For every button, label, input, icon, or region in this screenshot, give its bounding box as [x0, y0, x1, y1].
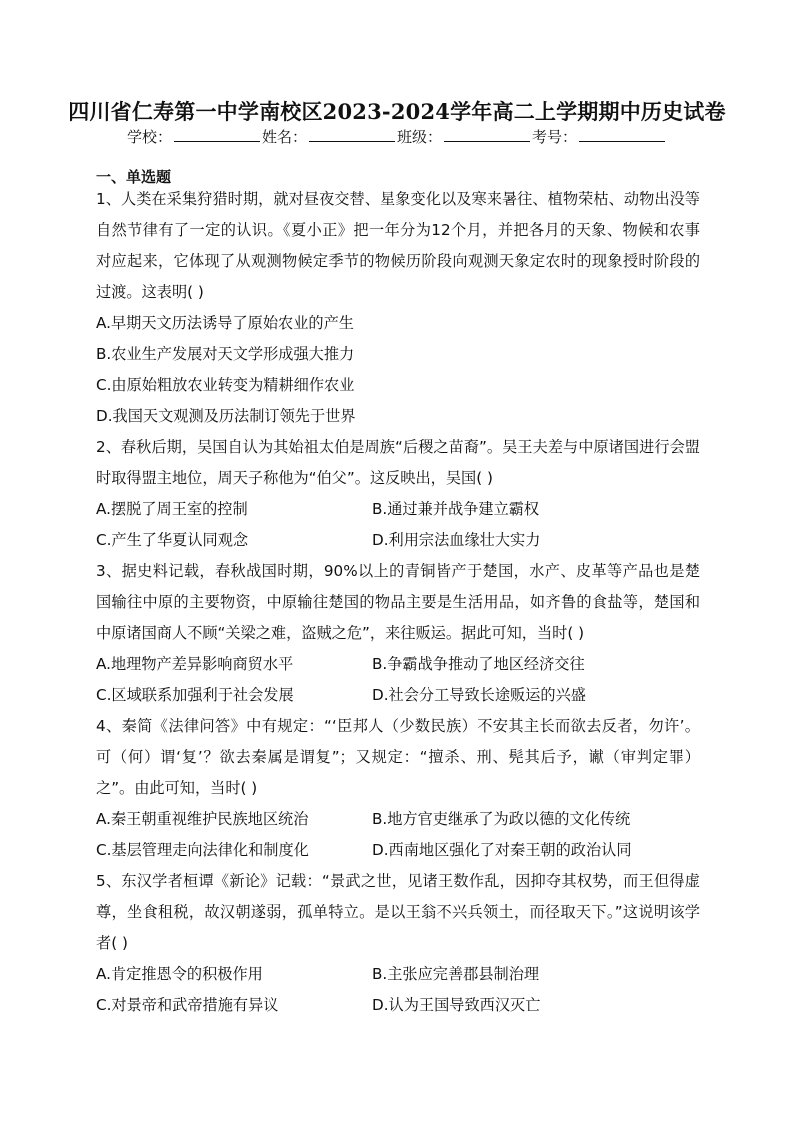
q1-option-a: A.早期天文历法诱导了原始农业的产生: [96, 314, 354, 332]
question-5: 5、东汉学者桓谭《新论》记载：“景武之世，见诸王数作乱，因抑夺其权势，而王但得虚尊，坐食租税，故汉朝遂弱，孤单特立。是以王翁不兴兵领土，而径取天下。”这说明该学者( ): [96, 872, 700, 952]
question-1: 1、人类在采集狩猎时期，就对昼夜交替、星象变化以及寒来暑往、植物荣枯、动物出没等自然节律有了一定的认识。《夏小正》把一年分为12个月，并把各月的天象、物候和农事对应起来，它体现了从观测物候定季节的物候历阶段向观测天象定农时的现象授时阶段的过渡。这表明( ): [96, 190, 700, 301]
q3-options-row-1: [96, 649, 700, 680]
q3-option-d: D.社会分工导致长途贩运的兴盛: [372, 686, 586, 704]
q5-option-b: B.主张应完善郡县制治理: [372, 965, 540, 983]
school-label: 学校：: [126, 128, 172, 146]
q1-option-b: B.农业生产发展对天文学形成强大推力: [96, 345, 355, 363]
q5-options-row-1: [96, 959, 700, 990]
q4-option-b: B.地方官吏继承了为政以德的文化传统: [372, 810, 631, 828]
q5-option-d: D.认为王国导致西汉灭亡: [372, 996, 541, 1014]
q2-option-c: C.产生了华夏认同观念: [96, 531, 249, 549]
q5-options-row-2: [96, 990, 700, 1021]
q3-option-a: A.地理物产差异影响商贸水平: [96, 655, 294, 673]
name-blank[interactable]: [309, 127, 395, 142]
q3-options-row-2: [96, 680, 700, 711]
q4-option-c: C.基层管理走向法律化和制度化: [96, 841, 309, 859]
question-2: 2、春秋后期，吴国自认为其始祖太伯是周族“后稷之苗裔”。吴王夫差与中原诸国进行会盟时取得盟主地位，周天子称他为“伯父”。这反映出，吴国( ): [96, 438, 700, 487]
q2-option-a: A.摆脱了周王室的控制: [96, 500, 248, 518]
section-heading: 一、单选题: [96, 168, 172, 186]
q3-option-c: C.区域联系加强利于社会发展: [96, 686, 294, 704]
name-label: 姓名：: [261, 128, 307, 146]
q2-option-b: B.通过兼并战争建立霸权: [372, 500, 540, 518]
question-4: 4、秦简《法律问答》中有规定：“‘臣邦人（少数民族）不安其主长而欲去反者，勿许’。可（何）谓‘复’？欲去秦属是谓复”；又规定：“擅杀、刑、髡其后予，谳（审判定罪）之”。由此可知，当时( ): [96, 717, 700, 797]
class-blank[interactable]: [444, 127, 530, 142]
q2-options-row-1: [96, 494, 700, 525]
student-info-line: [0, 126, 794, 147]
class-label: 班级：: [397, 128, 443, 146]
q4-option-a: A.秦王朝重视维护民族地区统治: [96, 810, 309, 828]
q2-options-row-2: [96, 525, 700, 556]
questions-area: [96, 184, 700, 1021]
q5-option-a: A.肯定推恩令的积极作用: [96, 965, 263, 983]
q4-options-row-2: [96, 835, 700, 866]
q1-option-d: D.我国天文观测及历法制订领先于世界: [96, 407, 356, 425]
q2-option-d: D.利用宗法血缘壮大实力: [372, 531, 541, 549]
q4-option-d: D.西南地区强化了对秦王朝的政治认同: [372, 841, 632, 859]
q4-options-row-1: [96, 804, 700, 835]
exam-number-blank[interactable]: [579, 127, 665, 142]
q3-option-b: B.争霸战争推动了地区经济交往: [372, 655, 585, 673]
exam-number-label: 考号：: [532, 128, 578, 146]
school-blank[interactable]: [174, 127, 260, 142]
exam-title: 四川省仁寿第一中学南校区2023-2024学年高二上学期期中历史试卷: [68, 99, 726, 124]
q1-option-c: C.由原始粗放农业转变为精耕细作农业: [96, 376, 355, 394]
q5-option-c: C.对景帝和武帝措施有异议: [96, 996, 279, 1014]
question-3: 3、据史料记载，春秋战国时期，90%以上的青铜皆产于楚国，水产、皮革等产品也是楚国输往中原的主要物资，中原输往楚国的物品主要是生活用品，如齐鲁的食盐等，楚国和中原诸国商人不顾“关梁之难，盗贼之危”，来往贩运。据此可知，当时( ): [96, 562, 700, 642]
